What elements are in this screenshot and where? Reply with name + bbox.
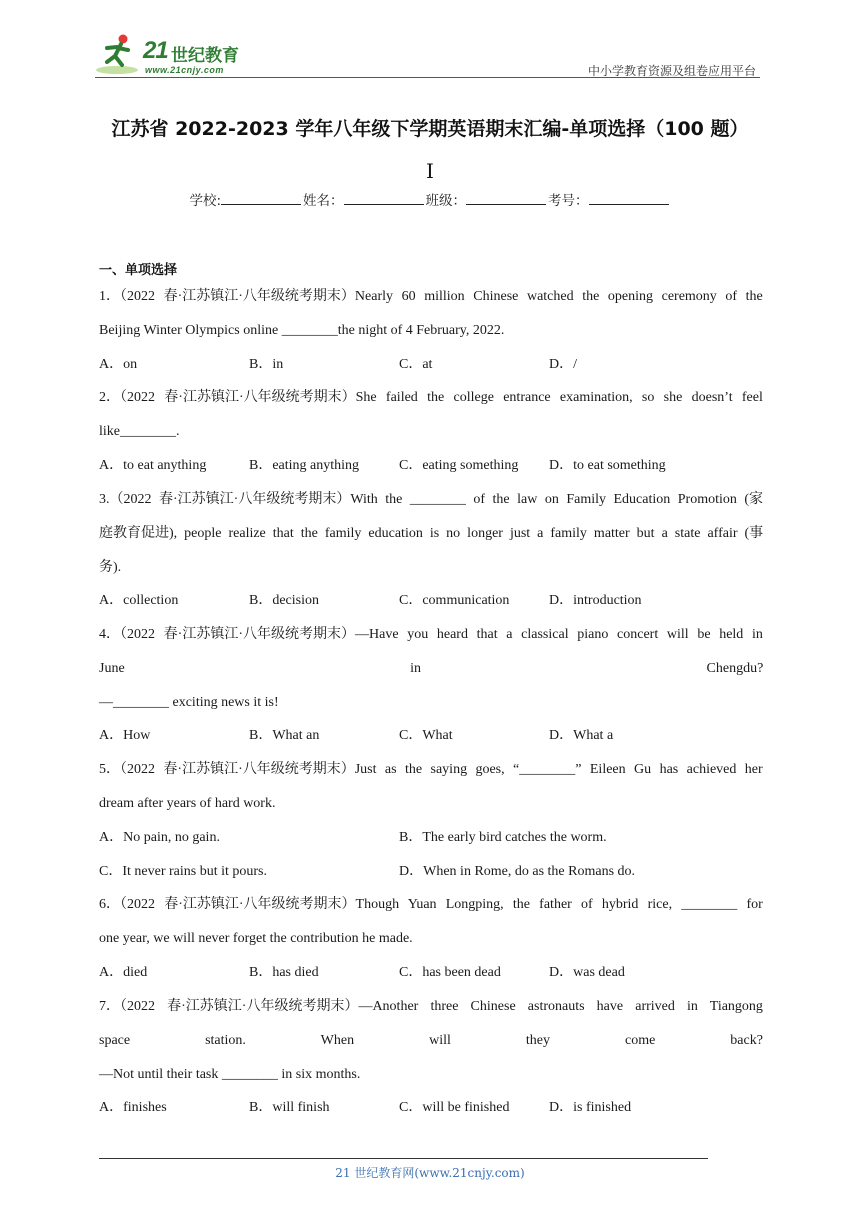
question-6-option-d[interactable]: D．was dead xyxy=(549,965,625,980)
question-6-line-2: one year, we will never forget the contribution he made. xyxy=(99,931,413,946)
number-label: 考号： xyxy=(548,193,589,209)
question-6-line-1: 6．（2022 春·江苏镇江·八年级统考期末）Though Yuan Longping, the father of hybrid rice, ________ for xyxy=(99,897,763,912)
question-1-line-1: 1．（2022 春·江苏镇江·八年级统考期末）Nearly 60 million Chinese watched the opening ceremony of the xyxy=(99,289,763,304)
question-2-option-c[interactable]: C．eating something xyxy=(399,458,519,473)
document-title xyxy=(60,108,800,192)
footer-divider xyxy=(99,1158,708,1159)
logo-url: www.21cnjy.com xyxy=(145,65,224,75)
question-2-line-1: 2．（2022 春·江苏镇江·八年级统考期末）She failed the college entrance examination, so she doesn’t feel xyxy=(99,390,763,405)
question-4-line-2: June in Chengdu? xyxy=(99,661,764,676)
school-label: 学校: xyxy=(189,193,222,209)
class-label: 班级： xyxy=(425,193,467,209)
question-1-line-2: Beijing Winter Olympics online ________the night of 4 February, 2022. xyxy=(99,323,505,338)
page-header xyxy=(95,32,760,78)
question-7-option-b[interactable]: B．will finish xyxy=(249,1100,330,1115)
question-7-line-1: 7．（2022 春·江苏镇江·八年级统考期末）—Another three Chinese astronauts have arrived in Tiangong xyxy=(99,999,763,1014)
question-1-option-c[interactable]: C．at xyxy=(399,357,433,372)
question-3-line-1: 3.（2022 春·江苏镇江·八年级统考期末）With the ________ of the law on Family Education Promotion (家 xyxy=(99,492,764,507)
question-2-option-d[interactable]: D．to eat something xyxy=(549,458,666,473)
logo-text: 世纪教育 xyxy=(171,46,239,66)
student-info xyxy=(0,189,860,209)
question-5-option-c[interactable]: C．It never rains but it pours. xyxy=(99,864,267,879)
title-line-2: I xyxy=(426,159,434,183)
question-2-line-2: like________. xyxy=(99,424,180,439)
question-7-line-3: —Not until their task ________ in six months. xyxy=(99,1067,361,1082)
question-2-option-b[interactable]: B．eating anything xyxy=(249,458,360,473)
question-7-option-a[interactable]: A．finishes xyxy=(99,1100,167,1115)
question-1-option-a[interactable]: A．on xyxy=(99,357,138,372)
site-logo xyxy=(95,32,265,76)
name-blank[interactable] xyxy=(344,192,424,205)
question-7-option-d[interactable]: D．is finished xyxy=(549,1100,632,1115)
header-divider xyxy=(95,77,760,78)
question-2-option-a[interactable]: A．to eat anything xyxy=(99,458,207,473)
question-3-option-b[interactable]: B．decision xyxy=(249,593,319,608)
question-6-option-b[interactable]: B．has died xyxy=(249,965,319,980)
question-6-option-a[interactable]: A．died xyxy=(99,965,148,980)
logo-number: 21 xyxy=(143,37,168,64)
question-1-option-b[interactable]: B．in xyxy=(249,357,284,372)
name-label: 姓名： xyxy=(303,193,344,209)
number-blank[interactable] xyxy=(589,192,669,205)
question-3-line-3: 务). xyxy=(99,560,122,575)
question-3-option-c[interactable]: C．communication xyxy=(399,593,510,608)
question-4-option-b[interactable]: B．What an xyxy=(249,728,320,743)
question-3-option-a[interactable]: A．collection xyxy=(99,593,179,608)
question-4-line-3: —________ exciting news it is! xyxy=(99,695,279,710)
question-5-line-1: 5．（2022 春·江苏镇江·八年级统考期末）Just as the saying goes, “________” Eileen Gu has achieved her xyxy=(99,762,763,777)
question-3-line-2: 庭教育促进), people realize that the family education is no longer just a family matter but a state affair (事 xyxy=(99,526,764,541)
page-footer: 21 世纪教育网(www.21cnjy.com) xyxy=(335,1166,525,1180)
question-7-option-c[interactable]: C．will be finished xyxy=(399,1100,510,1115)
question-4-option-c[interactable]: C．What xyxy=(399,728,453,743)
question-5-option-a[interactable]: A．No pain, no gain. xyxy=(99,830,220,845)
class-blank[interactable] xyxy=(466,192,546,205)
question-4-option-d[interactable]: D．What a xyxy=(549,728,614,743)
question-5-option-d[interactable]: D．When in Rome, do as the Romans do. xyxy=(399,864,636,879)
question-7-line-2: space station. When will they come back? xyxy=(99,1033,763,1048)
platform-name: 中小学教育资源及组卷应用平台 xyxy=(587,64,756,78)
section-title: 一、单项选择 xyxy=(99,263,178,278)
question-3-option-d[interactable]: D．introduction xyxy=(549,593,642,608)
question-5-option-b[interactable]: B．The early bird catches the worm. xyxy=(399,830,607,845)
question-4-line-1: 4．（2022 春·江苏镇江·八年级统考期末）—Have you heard that a classical piano concert will be held in xyxy=(99,627,763,642)
question-1-option-d[interactable]: D．/ xyxy=(549,357,578,372)
question-6-option-c[interactable]: C．has been dead xyxy=(399,965,501,980)
question-4-option-a[interactable]: A．How xyxy=(99,728,151,743)
question-5-line-2: dream after years of hard work. xyxy=(99,796,276,811)
runner-icon xyxy=(95,32,143,76)
title-line-1: 江苏省 2022-2023 学年八年级下学期英语期末汇编-单项选择（100 题） xyxy=(111,118,749,140)
school-blank[interactable] xyxy=(221,192,301,205)
